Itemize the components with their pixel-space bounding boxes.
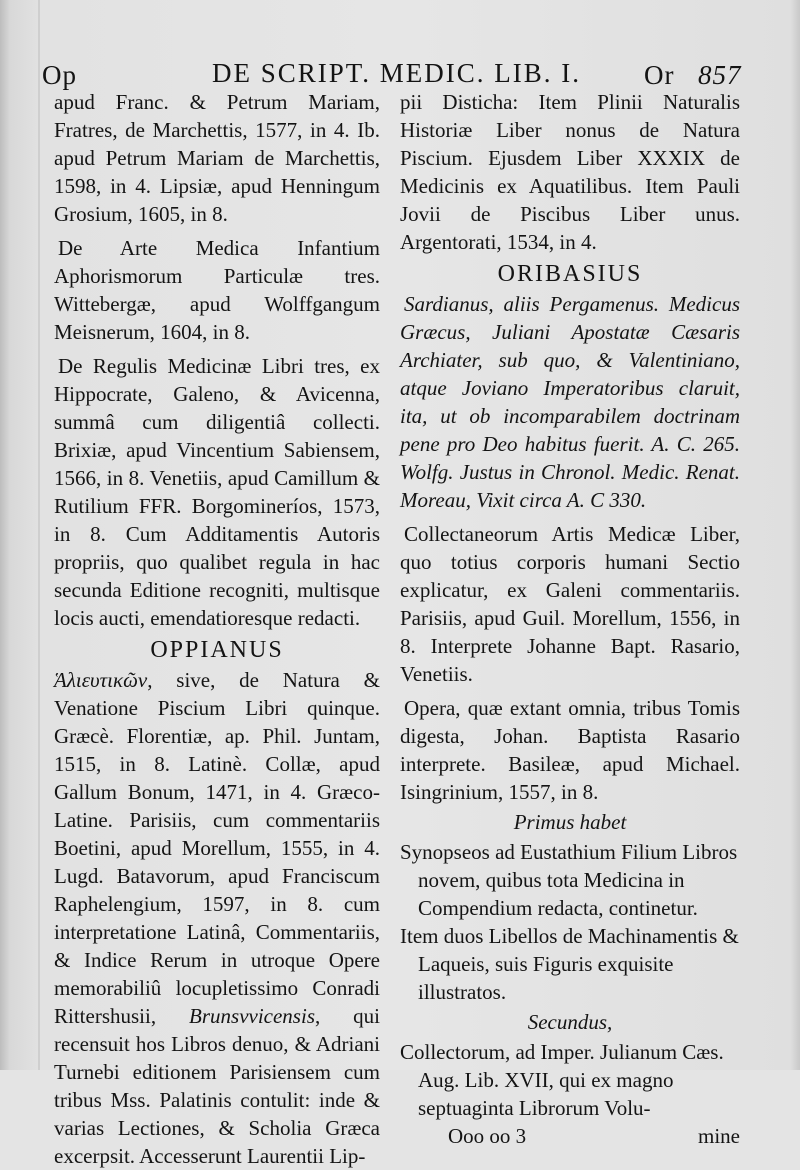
entry-text: , qui recensuit hos Libros denuo, & Adriani Turnebi editionem Parisiensem cum tribus Mss. Palatinis contulit: inde & varias Lectiones, & Scholia Græca excerpsit. Accesserunt Laurentii Lip- [54, 1004, 380, 1168]
contents-item: Collectorum, ad Imper. Julianum Cæs. Aug. Lib. XVII, qui ex magno septuaginta Librorum Volu- [400, 1040, 724, 1120]
author-heading: OPPIANUS [150, 637, 284, 663]
left-column [54, 88, 380, 1170]
author-biography: Sardianus, aliis Pergamenus. Medicus Græcus, Juliani Apostatæ Cæsaris Archiater, sub quo, & Valentiniano, atque Joviano Imperatoribus claruit, ita, ut ob incomparabilem doctrinam pene pro Deo habitus fuerit. A. C. 265. Wolfg. Justus in Chronol. Medic. Renat. Moreau, Vixit circa A. C 330. [400, 292, 740, 512]
catchword: mine [698, 1124, 740, 1148]
entry-paragraph: De Regulis Medicinæ Libri tres, ex Hippocrate, Galeno, & Avicenna, summâ cum diligentiâ collecti. Brixiæ, apud Vincentium Sabiensem, 1566, in 8. Venetiis, apud Camillum & Rutilium FFR. Borgomineríos, 1573, in 8. Cum Additamentis Autoris propriis, quo qualibet regula in hac secunda Editione recogniti, multisque locis aucti, emendatioresque redacti. [54, 354, 380, 630]
header-guide-right: Or [644, 60, 675, 90]
header-guide-left: Op [42, 60, 77, 90]
entry-paragraph: Opera, quæ extant omnia, tribus Tomis digesta, Johan. Baptista Rasario interprete. Basileæ, apud Michael. Isingrinium, 1557, in 8. [400, 696, 740, 804]
entry-paragraph: Collectaneorum Artis Medicæ Liber, quo totius corporis humani Sectio explicatur, ex Galeni commentariis. Parisiis, apud Guil. Morellum, 1556, in 8. Interprete Johanne Bapt. Rasario, Venetiis. [400, 522, 740, 686]
volume-subheading: Primus habet [513, 810, 627, 834]
entry-paragraph: De Arte Medica Infantium Aphorismorum Particulæ tres. Wittebergæ, apud Wolffgangum Meisnerum, 1604, in 8. [54, 236, 380, 344]
right-column [400, 88, 740, 1150]
volume-subheading: Secundus, [527, 1010, 613, 1034]
signature-mark: Ooo oo 3 [448, 1124, 527, 1148]
greek-title: Ἁλιευτικῶν [54, 668, 148, 692]
page-number: 857 [698, 60, 742, 90]
contents-item: Synopseos ad Eustathium Filium Libros novem, quibus tota Medicina in Compendium redacta, continetur. [400, 840, 738, 920]
entry-text: , sive, de Natura & Venatione Piscium Libri quinque. Græcè. Florentiæ, ap. Phil. Juntam, 1515, in 8. Latinè. Collæ, apud Gallum Bonum, 1471, in 4. Græco-Latine. Parisiis, cum commentariis Boetini, apud Morellum, 1555, in 4. Lugd. Batavorum, apud Franciscum Raphelengium, 1597, in 8. cum interpretatione Latinâ, Commentariis, & Indice Rerum in utroque Opere memorabiliû locupletissimo Conradi Rittershusii, [54, 668, 380, 1028]
header-title: DE SCRIPT. MEDIC. LIB. I. [212, 58, 582, 88]
entry-paragraph: apud Franc. & Petrum Mariam, Fratres, de Marchettis, 1577, in 4. Ib. apud Petrum Mariam de Marchettis, 1598, in 4. Lipsiæ, apud Henningum Grosium, 1605, in 8. [54, 90, 380, 226]
gutter-shadow [38, 0, 40, 1070]
contents-item: Item duos Libellos de Machinamentis & Laqueis, suis Figuris exquisite illustratos. [400, 924, 739, 1004]
page-footer [400, 1122, 740, 1150]
entry-italic: Brunsvvicensis [189, 1004, 315, 1028]
entry-paragraph: pii Disticha: Item Plinii Naturalis Historiæ Liber nonus de Natura Piscium. Ejusdem Liber XXXIX de Medicinis ex Aquatilibus. Item Pauli Jovii de Piscibus Liber unus. Argentorati, 1534, in 4. [400, 90, 740, 254]
author-heading: ORIBASIUS [497, 261, 643, 287]
entry-paragraph [54, 666, 380, 1170]
